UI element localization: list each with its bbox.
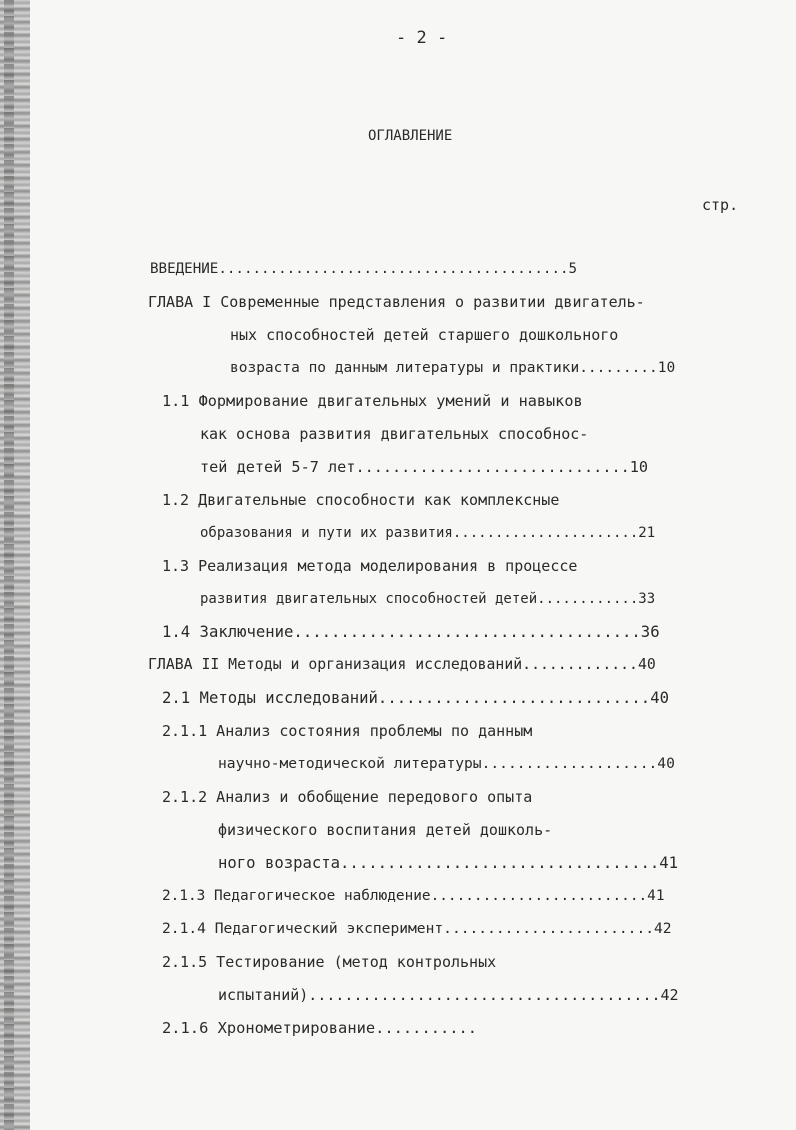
- toc-entry: физического воспитания детей дошколь-: [218, 821, 553, 839]
- toc-entry: 2.1.5 Тестирование (метод контрольных: [162, 953, 497, 971]
- toc-entry: 2.1.2 Анализ и обобщение передового опыта: [162, 788, 533, 806]
- toc-entry: 2.1.4 Педагогический эксперимент........................42: [162, 920, 672, 937]
- toc-entry: образования и пути их развития......................21: [200, 525, 656, 541]
- toc-entry: 1.3 Реализация метода моделирования в процессе: [162, 557, 578, 575]
- toc-entry: ных способностей детей старшего дошкольного: [230, 326, 619, 344]
- toc-entry: тей детей 5-7 лет..............................10: [200, 458, 649, 476]
- toc-entry: 1.1 Формирование двигательных умений и навыков: [162, 392, 583, 410]
- toc-entry: испытаний).......................................42: [218, 986, 679, 1004]
- toc-entry: 2.1.3 Педагогическое наблюдение.........................41: [162, 888, 665, 904]
- page-number: - 2 -: [396, 28, 448, 48]
- toc-entry: ного возраста..................................41: [218, 854, 679, 872]
- toc-entry: развития двигательных способностей детей............33: [200, 591, 656, 607]
- toc-entry: ГЛАВА I Современные представления о развитии двигатель-: [148, 293, 645, 311]
- toc-entry: 1.4 Заключение.....................................36: [162, 623, 660, 641]
- toc-entry: 1.2 Двигательные способности как комплексные: [162, 491, 560, 509]
- page-column-label: стр.: [702, 196, 739, 214]
- toc-entry: ВВЕДЕНИЕ.........................................5: [150, 261, 578, 277]
- scan-binding-edge: [0, 0, 30, 1130]
- toc-entry: 2.1 Методы исследований.............................40: [162, 689, 669, 707]
- toc-entry: научно-методической литературы....................40: [218, 755, 675, 772]
- toc-entry: ГЛАВА II Методы и организация исследований.............40: [148, 656, 656, 673]
- toc-entry: 2.1.1 Анализ состояния проблемы по данным: [162, 722, 533, 740]
- toc-entry: как основа развития двигательных способнос-: [200, 425, 589, 443]
- toc-entry: возраста по данным литературы и практики.........10: [230, 360, 676, 376]
- toc-entry: 2.1.6 Хронометрирование...........: [162, 1019, 478, 1037]
- page-title: ОГЛАВЛЕНИЕ: [368, 128, 453, 144]
